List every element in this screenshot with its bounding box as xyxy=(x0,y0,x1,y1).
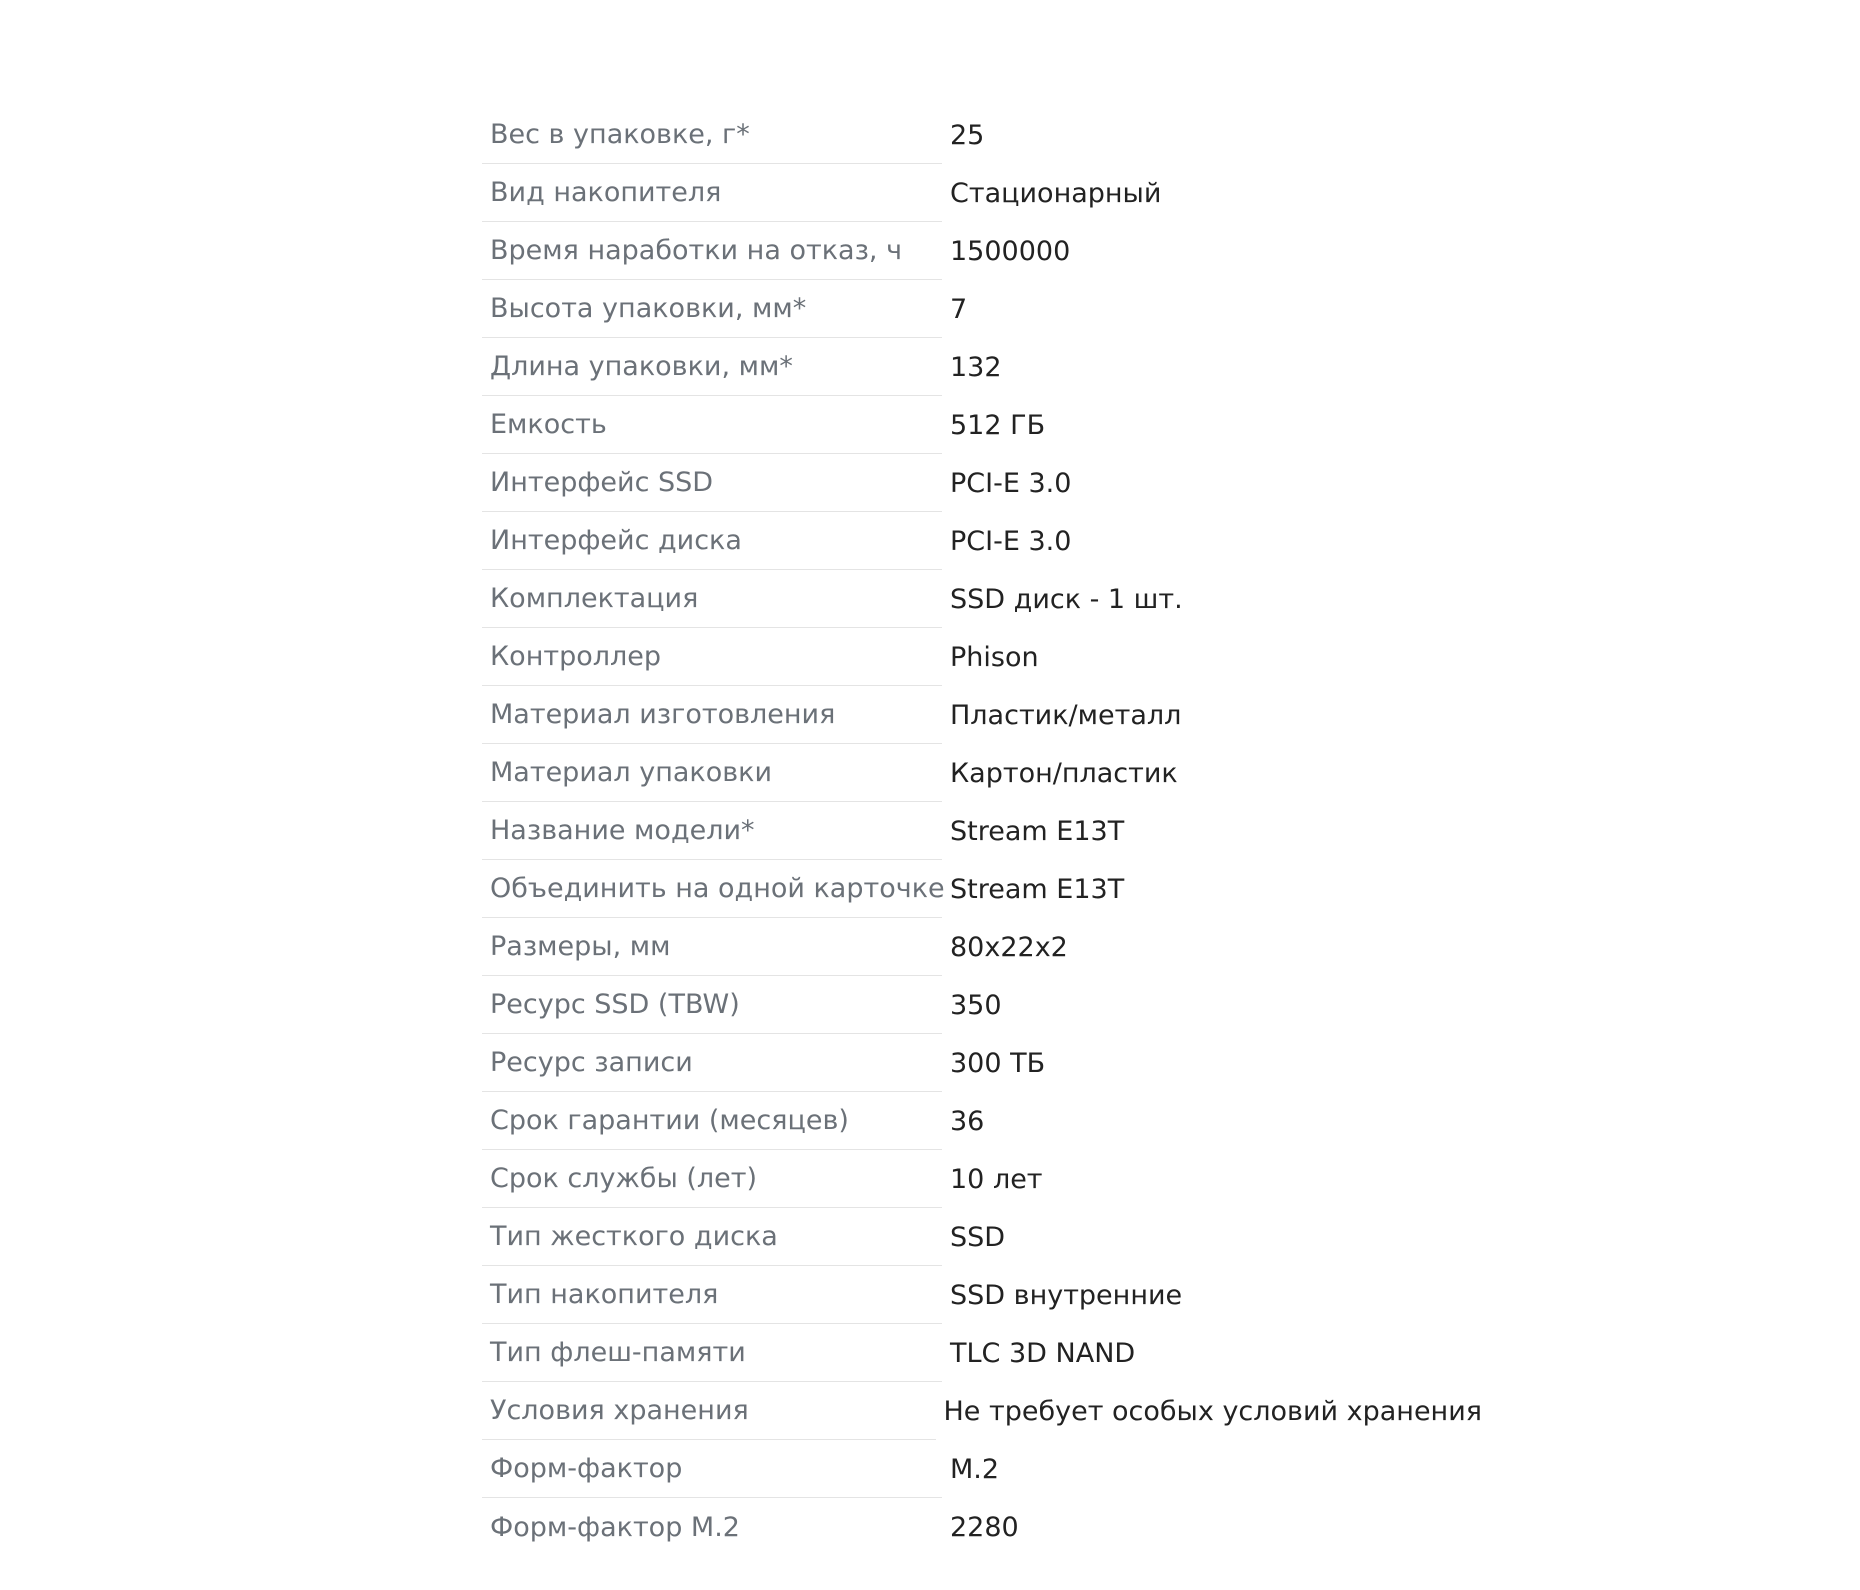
spec-value: M.2 xyxy=(950,1453,1000,1485)
spec-label: Интерфейс диска xyxy=(482,513,942,570)
specifications-table xyxy=(482,106,1482,1556)
spec-label: Форм-фактор xyxy=(482,1441,942,1498)
spec-value: 7 xyxy=(950,293,968,325)
spec-value: 2280 xyxy=(950,1511,1019,1543)
spec-row xyxy=(482,164,1482,222)
spec-value: PCI-E 3.0 xyxy=(950,525,1072,557)
spec-label: Комплектация xyxy=(482,571,942,628)
spec-value: Картон/пластик xyxy=(950,757,1178,789)
spec-label: Ресурс SSD (TBW) xyxy=(482,977,942,1034)
spec-label: Емкость xyxy=(482,397,942,454)
spec-row xyxy=(482,1440,1482,1498)
spec-value: 25 xyxy=(950,119,985,151)
spec-label: Интерфейс SSD xyxy=(482,455,942,512)
spec-value: Stream E13T xyxy=(950,873,1125,905)
spec-row xyxy=(482,802,1482,860)
spec-label: Срок службы (лет) xyxy=(482,1151,942,1208)
spec-value: 80x22x2 xyxy=(950,931,1068,963)
spec-row xyxy=(482,1266,1482,1324)
spec-label: Вес в упаковке, г* xyxy=(482,107,942,164)
spec-row xyxy=(482,860,1482,918)
spec-row xyxy=(482,512,1482,570)
spec-value: SSD xyxy=(950,1221,1006,1253)
spec-row xyxy=(482,1092,1482,1150)
spec-value: 10 лет xyxy=(950,1163,1043,1195)
spec-label: Ресурс записи xyxy=(482,1035,942,1092)
spec-row xyxy=(482,628,1482,686)
spec-value: PCI-E 3.0 xyxy=(950,467,1072,499)
spec-row xyxy=(482,1034,1482,1092)
spec-row xyxy=(482,280,1482,338)
spec-label: Размеры, мм xyxy=(482,919,942,976)
spec-label: Условия хранения xyxy=(482,1383,936,1440)
spec-row xyxy=(482,1498,1482,1556)
spec-row xyxy=(482,976,1482,1034)
spec-row xyxy=(482,1150,1482,1208)
spec-value: SSD диск - 1 шт. xyxy=(950,583,1183,615)
spec-label: Материал изготовления xyxy=(482,687,942,744)
spec-value: 1500000 xyxy=(950,235,1071,267)
spec-row xyxy=(482,1324,1482,1382)
spec-row xyxy=(482,1208,1482,1266)
spec-label: Тип накопителя xyxy=(482,1267,942,1324)
spec-row xyxy=(482,918,1482,976)
spec-value: 350 xyxy=(950,989,1002,1021)
spec-label: Вид накопителя xyxy=(482,165,942,222)
spec-value: Пластик/металл xyxy=(950,699,1182,731)
spec-value: Phison xyxy=(950,641,1039,673)
spec-value: Стационарный xyxy=(950,177,1162,209)
spec-label: Форм-фактор M.2 xyxy=(490,1511,740,1543)
spec-label: Контроллер xyxy=(482,629,942,686)
spec-label: Длина упаковки, мм* xyxy=(482,339,942,396)
spec-label: Материал упаковки xyxy=(482,745,942,802)
spec-value: TLC 3D NAND xyxy=(950,1337,1136,1369)
spec-value: 36 xyxy=(950,1105,985,1137)
spec-label: Срок гарантии (месяцев) xyxy=(482,1093,942,1150)
spec-label: Время наработки на отказ, ч xyxy=(482,223,942,280)
spec-label: Высота упаковки, мм* xyxy=(482,281,942,338)
spec-row xyxy=(482,106,1482,164)
spec-row xyxy=(482,396,1482,454)
spec-row xyxy=(482,454,1482,512)
spec-row xyxy=(482,686,1482,744)
spec-label: Тип флеш-памяти xyxy=(482,1325,942,1382)
spec-row xyxy=(482,570,1482,628)
spec-row xyxy=(482,1382,1482,1440)
spec-value: SSD внутренние xyxy=(950,1279,1183,1311)
spec-row xyxy=(482,338,1482,396)
spec-value: 300 ТБ xyxy=(950,1047,1046,1079)
spec-value: 512 ГБ xyxy=(950,409,1046,441)
spec-value: 132 xyxy=(950,351,1002,383)
spec-row xyxy=(482,744,1482,802)
spec-value: Не требует особых условий хранения xyxy=(943,1395,1482,1427)
spec-label: Название модели* xyxy=(482,803,942,860)
spec-label: Тип жесткого диска xyxy=(482,1209,942,1266)
spec-row xyxy=(482,222,1482,280)
spec-label: Объединить на одной карточке xyxy=(482,861,942,918)
spec-value: Stream E13T xyxy=(950,815,1125,847)
